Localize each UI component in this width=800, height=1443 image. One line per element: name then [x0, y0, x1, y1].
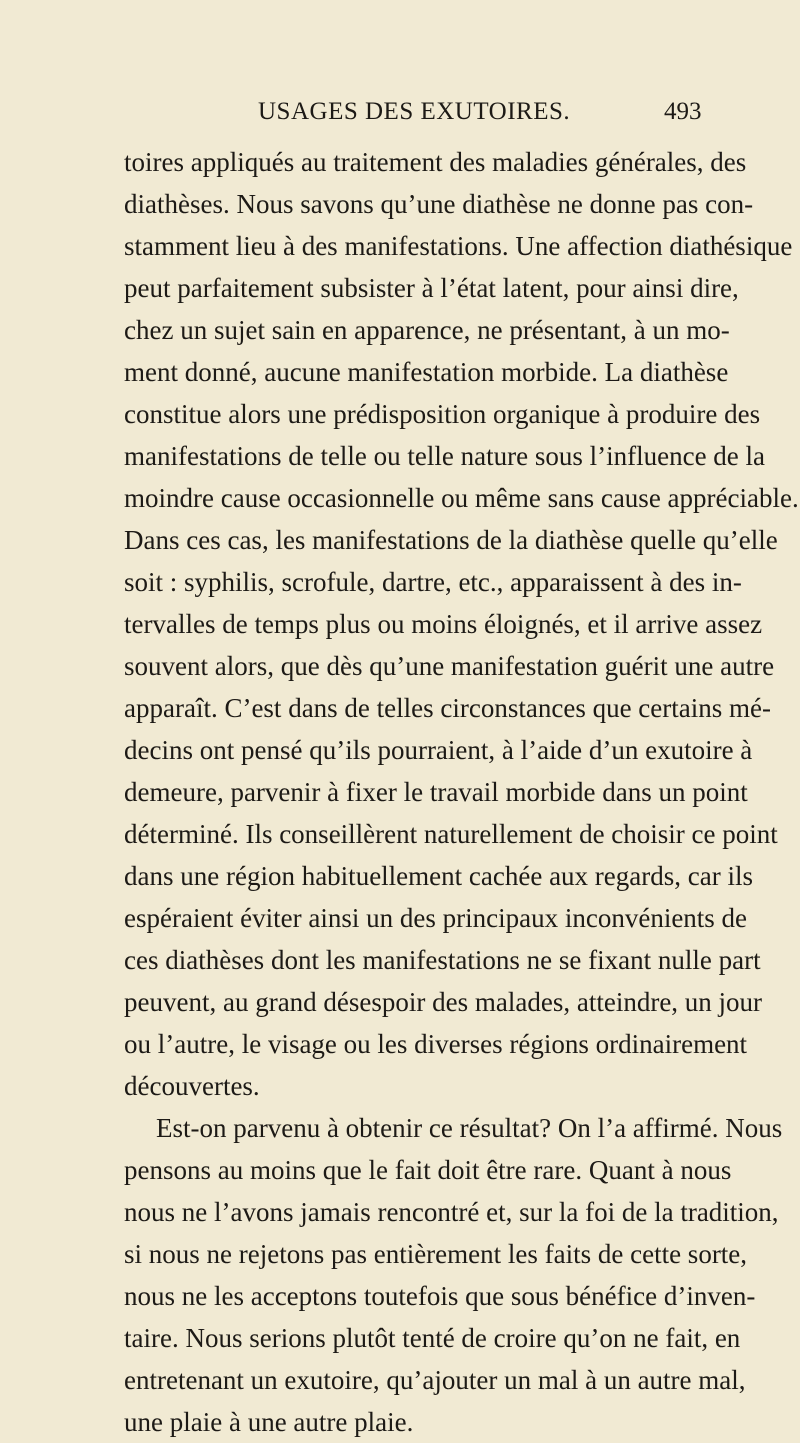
paragraph-1 — [124, 141, 799, 1107]
text-line: nous ne l’avons jamais rencontré et, sur la foi de la tradition, — [124, 1197, 779, 1227]
text-line: ou l’autre, le visage ou les diverses régions ordinairement — [124, 1029, 748, 1059]
text-line: toires appliqués au traitement des maladies générales, des — [124, 147, 747, 177]
body-text — [124, 141, 799, 1443]
text-line: entretenant un exutoire, qu’ajouter un mal à un autre mal, — [124, 1365, 746, 1395]
text-line: peut parfaitement subsister à l’état latent, pour ainsi dire, — [124, 273, 739, 303]
text-line: demeure, parvenir à fixer le travail morbide dans un point — [124, 777, 748, 807]
text-line: peuvent, au grand désespoir des malades, atteindre, un jour — [124, 987, 763, 1017]
text-line: si nous ne rejetons pas entièrement les faits de cette sorte, — [124, 1239, 748, 1269]
text-line: taire. Nous serions plutôt tenté de croire qu’on ne fait, en — [124, 1323, 741, 1353]
text-line: constitue alors une prédisposition organique à produire des — [124, 399, 761, 429]
text-line: une plaie à une autre plaie. — [124, 1407, 414, 1437]
text-line: moindre cause occasionnelle ou même sans cause appréciable. — [124, 483, 799, 513]
paragraph-2 — [124, 1107, 783, 1443]
text-line: Est-on parvenu à obtenir ce résultat? On l’a affirmé. Nous — [156, 1113, 783, 1143]
text-line: souvent alors, que dès qu’une manifestation guérit une autre — [124, 651, 775, 681]
text-line: ces diathèses dont les manifestations ne se fixant nulle part — [124, 945, 761, 975]
text-line: chez un sujet sain en apparence, ne présentant, à un mo- — [124, 315, 730, 345]
text-line: espéraient éviter ainsi un des principaux inconvénients de — [124, 903, 748, 933]
text-line: tervalles de temps plus ou moins éloignés, et il arrive assez — [124, 609, 763, 639]
text-line: dans une région habituellement cachée aux regards, car ils — [124, 861, 753, 891]
running-title: USAGES DES EXUTOIRES. — [258, 98, 571, 125]
text-line: diathèses. Nous savons qu’une diathèse ne donne pas con- — [124, 189, 754, 219]
text-line: pensons au moins que le fait doit être rare. Quant à nous — [124, 1155, 732, 1185]
text-line: manifestations de telle ou telle nature sous l’influence de la — [124, 441, 766, 471]
text-line: nous ne les acceptons toutefois que sous bénéfice d’inven- — [124, 1281, 756, 1311]
text-line: Dans ces cas, les manifestations de la diathèse quelle qu’elle — [124, 525, 778, 555]
text-line: découvertes. — [124, 1071, 260, 1101]
text-line: ment donné, aucune manifestation morbide. La diathèse — [124, 357, 729, 387]
text-line: stamment lieu à des manifestations. Une affection diathésique — [124, 231, 793, 261]
text-line: apparaît. C’est dans de telles circonstances que certains mé- — [124, 693, 771, 723]
text-line: soit : syphilis, scrofule, dartre, etc., apparaissent à des in- — [124, 567, 742, 597]
text-line: déterminé. Ils conseillèrent naturellement de choisir ce point — [124, 819, 778, 849]
page-number: 493 — [664, 98, 702, 125]
text-line: decins ont pensé qu’ils pourraient, à l’aide d’un exutoire à — [124, 735, 753, 765]
